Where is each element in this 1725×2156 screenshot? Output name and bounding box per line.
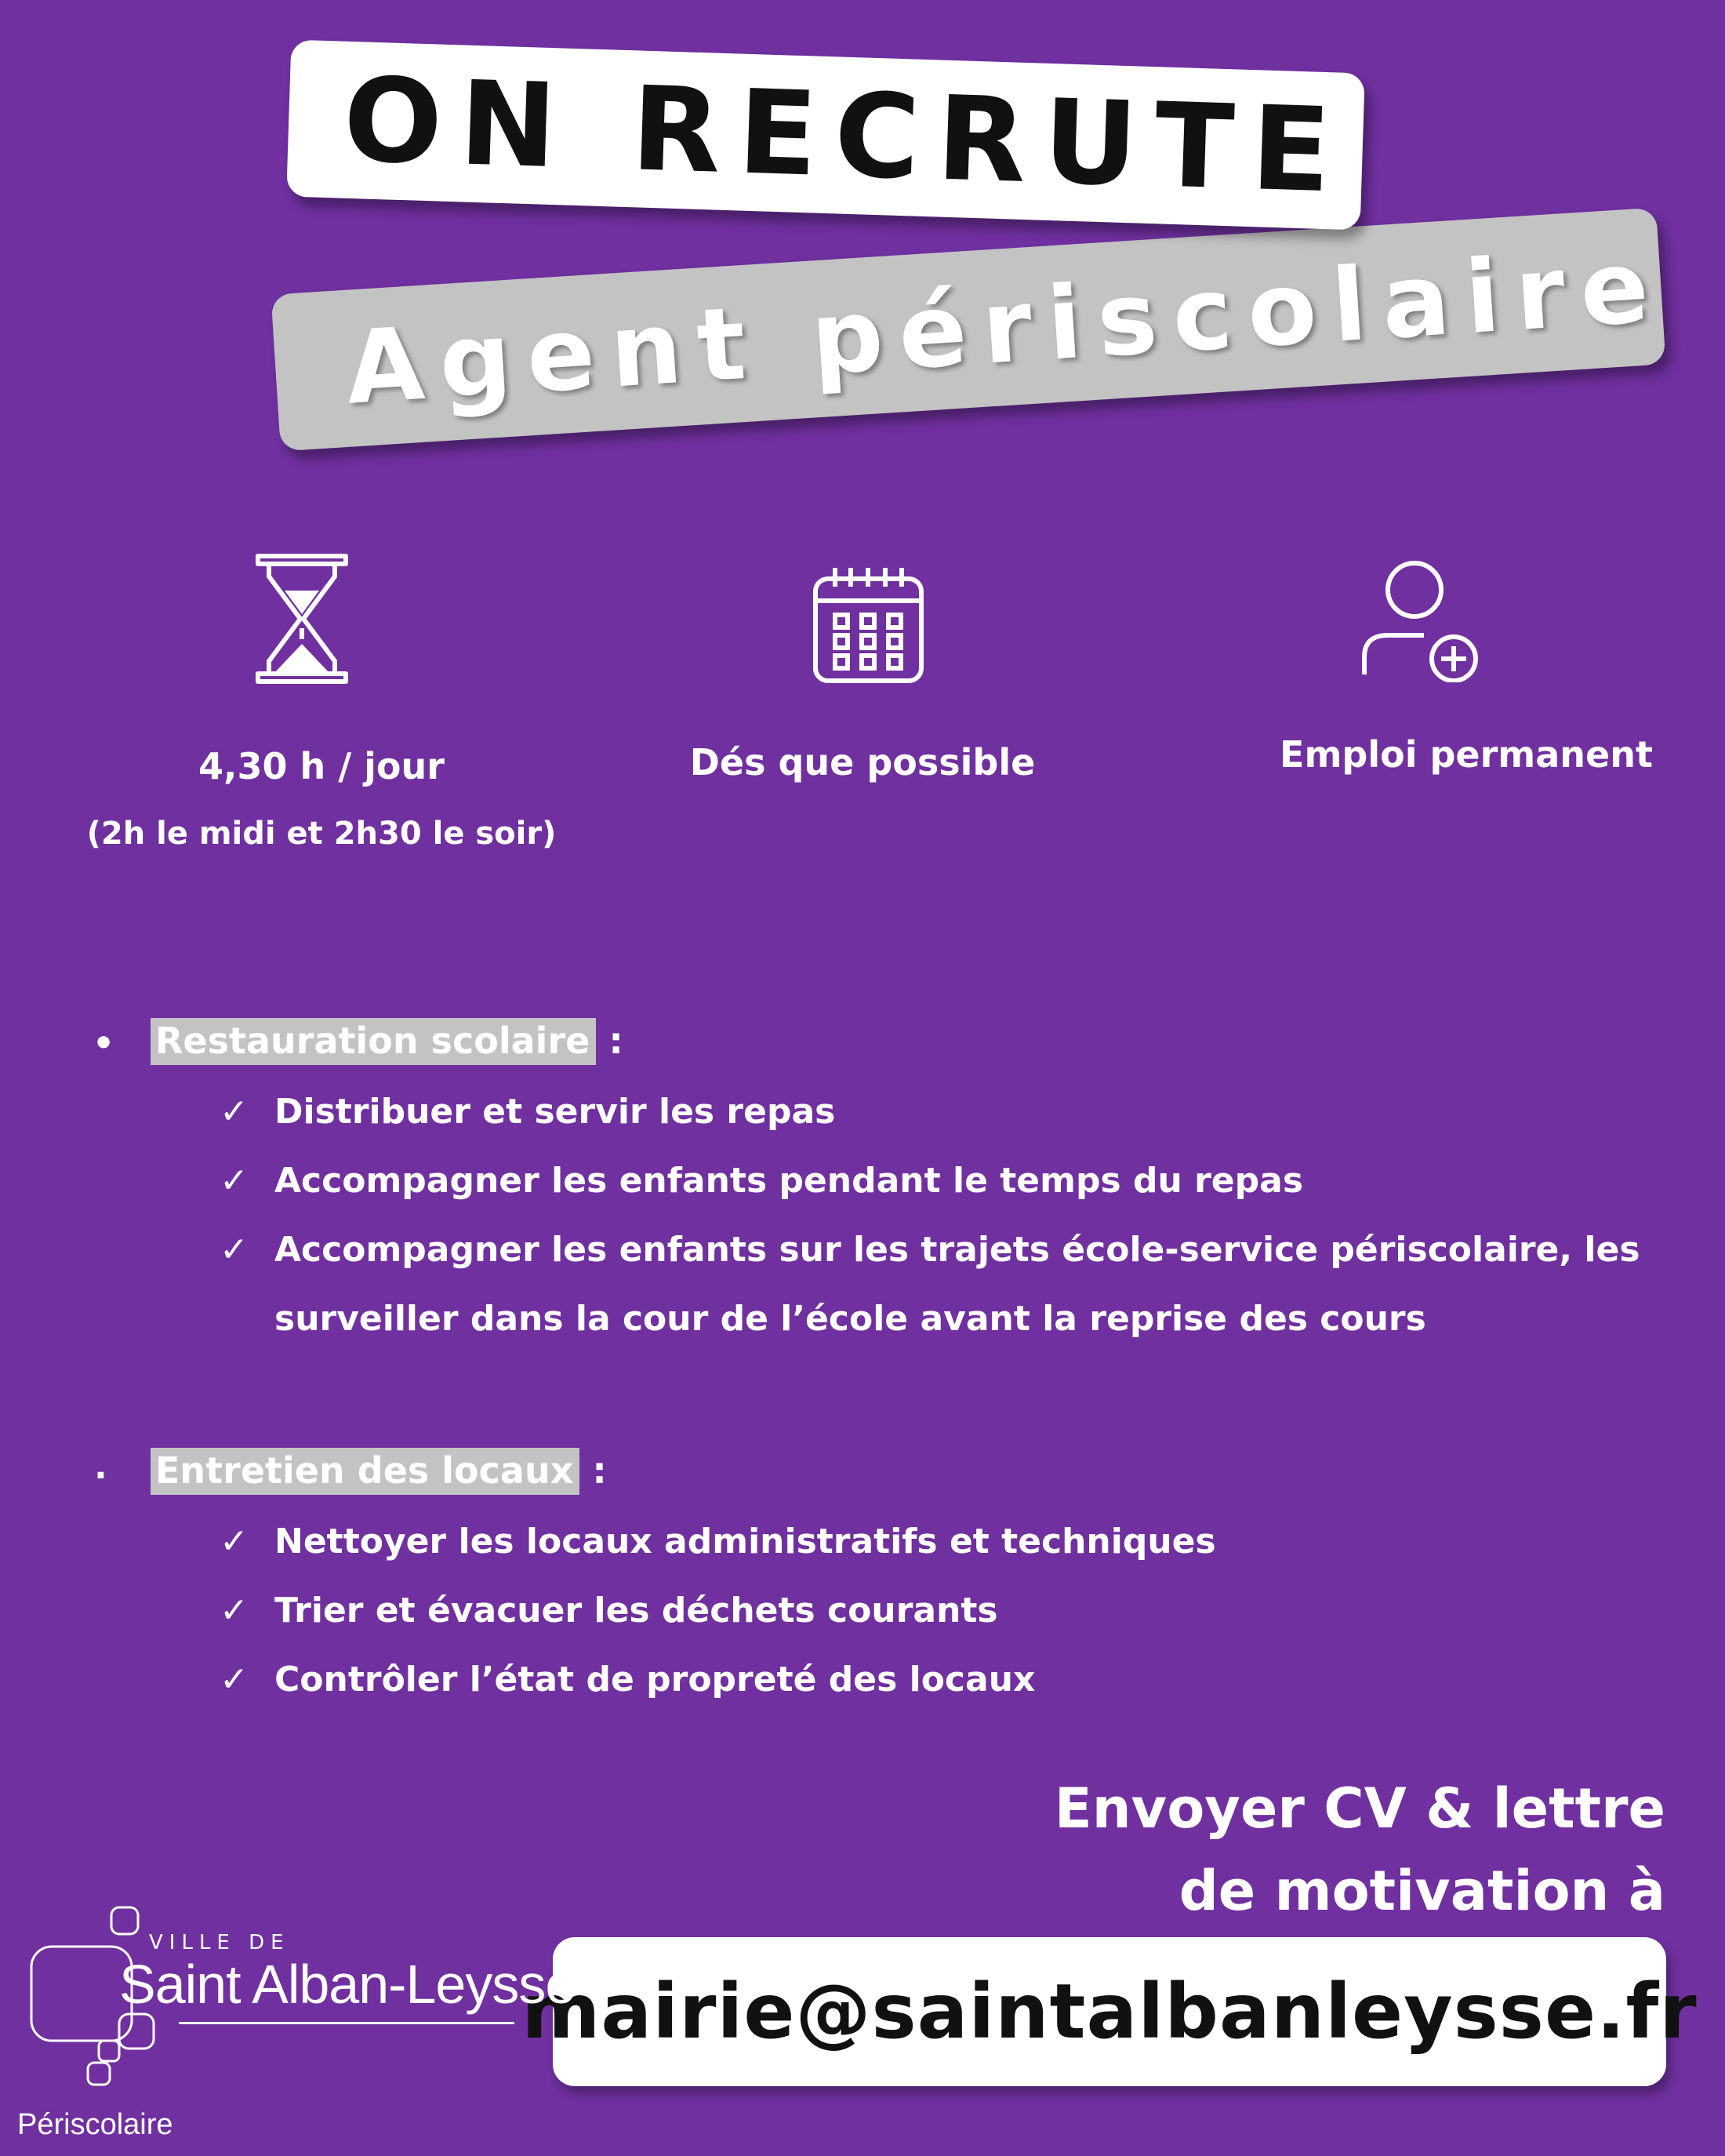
check-icon: ✓ <box>220 1591 249 1631</box>
cta-line-2: de motivation à <box>1178 1859 1665 1923</box>
job-title: Agent périscolaire <box>342 227 1668 427</box>
check-icon: ✓ <box>220 1522 249 1562</box>
section-heading <box>151 1449 607 1492</box>
start-date: Dés que possible <box>689 741 1036 784</box>
hours-detail: (2h le midi et 2h30 le soir) <box>86 816 557 852</box>
contract-type: Emploi permanent <box>1280 733 1653 776</box>
cta-line-1: Envoyer CV & lettre <box>1054 1776 1665 1841</box>
section-bullet: . <box>94 1447 107 1487</box>
section-colon: : <box>608 1020 623 1062</box>
section-title: Restauration scolaire <box>151 1018 596 1065</box>
logo-subtitle: Périscolaire <box>17 2108 173 2141</box>
calendar-icon <box>812 563 925 685</box>
hourglass-icon <box>255 553 349 685</box>
list-item: ✓ Contrôler l’état de propreté des locaux <box>220 1660 1036 1700</box>
check-icon: ✓ <box>220 1161 249 1201</box>
check-icon: ✓ <box>220 1230 249 1270</box>
logo-ville-label: VILLE DE <box>149 1931 290 1954</box>
section-title: Entretien des locaux <box>151 1448 579 1495</box>
hours-per-day: 4,30 h / jour <box>198 745 445 787</box>
add-user-icon <box>1356 557 1482 682</box>
check-icon: ✓ <box>220 1660 249 1700</box>
list-item-continued: surveiller dans la cour de l’école avant la reprise des cours <box>274 1299 1426 1339</box>
list-item: ✓ Accompagner les enfants pendant le temps du repas <box>220 1161 1304 1201</box>
title-banner <box>286 40 1365 231</box>
logo-city-name: Saint Alban-Leysse <box>119 1954 576 2015</box>
list-item: ✓ Accompagner les enfants sur les trajets école-service périscolaire, les <box>220 1230 1640 1270</box>
email-box[interactable] <box>521 1937 1698 2086</box>
email-link[interactable]: mairie@saintalbanleysse.fr <box>521 1968 1698 2056</box>
logo-underline <box>179 2022 514 2024</box>
section-bullet: • <box>93 1023 115 1063</box>
subtitle-banner <box>271 208 1668 452</box>
list-item: ✓ Trier et évacuer les déchets courants <box>220 1591 998 1631</box>
check-icon: ✓ <box>220 1092 249 1132</box>
page-title: ON RECRUTE <box>341 52 1350 219</box>
section-heading <box>151 1020 623 1062</box>
list-item: ✓ Nettoyer les locaux administratifs et techniques <box>220 1522 1216 1562</box>
list-item: ✓ Distribuer et servir les repas <box>220 1092 836 1132</box>
section-colon: : <box>592 1449 607 1492</box>
